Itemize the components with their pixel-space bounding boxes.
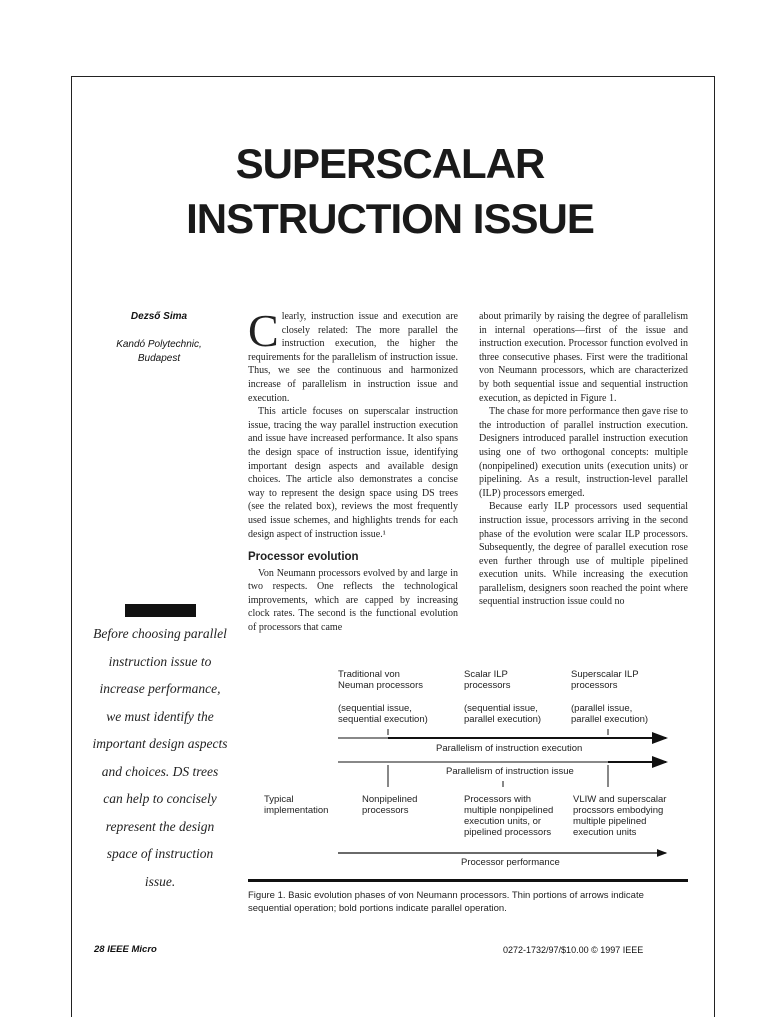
drop-cap: C	[248, 305, 279, 356]
phase1-subheading: (sequential issue, sequential execution)	[338, 703, 428, 725]
impl3-label: VLIW and superscalar procssors embodying multiple pipelined execution units	[573, 794, 667, 838]
paragraph: Because early ILP processors used sequential instruction issue, processors arriving in the second phase of the evolution were scalar ILP processors. Subsequently, the degree of parallel execution rose even further through use of multiple pipelined execution units. While increasing the execution parallelism, designers soon reached the point where sequential instruction issue could no	[479, 501, 688, 608]
caption-rule	[248, 879, 688, 882]
impl2-label: Processors with multiple nonpipelined execution units, or pipelined processors	[464, 794, 554, 838]
footer-copyright: 0272-1732/97/$10.00 © 1997 IEEE	[503, 945, 644, 955]
author-affiliation: Kandó Polytechnic, Budapest	[116, 339, 202, 364]
author-name: Dezső Sima	[130, 311, 188, 322]
arrow1-label: Parallelism of instruction execution	[436, 743, 583, 754]
article-title-line2: INSTRUCTION ISSUE	[186, 195, 594, 242]
phase3-heading: Superscalar ILP processors	[571, 669, 639, 691]
paragraph: Clearly, instruction issue and execution are closely related: The more parallel the instruction execution, the higher the requirements for the parallelism of instruction issue. Thus, we see the continuous and harmonized increase of parallelism in instruction issue and execution.	[248, 305, 458, 404]
pullquote-bar	[125, 604, 196, 617]
paragraph: This article focuses on superscalar instruction issue, tracing the way parallel instruction execution and issue have increased performance. It also spans the design space of instruction issue, identifying important design aspects and available design choices. The article also demonstrates a concise way to represent the design space using DS trees (see the related box), reviews the most frequently used issue schemes, and highlights trends for each design aspect of instruction issue.¹	[248, 406, 458, 540]
figure-caption: Figure 1. Basic evolution phases of von Neumann processors. Thin portions of arrows indicate sequential operation; bold portions indicate parallel operation.	[248, 890, 644, 914]
figure-1	[248, 665, 688, 885]
paragraph: about primarily by raising the degree of parallelism in internal operations—first of the issue and instruction execution. Processor function evolved in three consecutive phases. First were the traditional von Neumann processors, which are characterized by both sequential issue and sequential instruction execution, as depicted in Figure 1.	[479, 311, 688, 404]
impl1-label: Nonpipelined processors	[362, 794, 418, 816]
phase2-heading: Scalar ILP processors	[464, 669, 511, 691]
phase3-subheading: (parallel issue, parallel execution)	[571, 703, 649, 725]
typical-implementation-label: Typical implementation	[264, 794, 329, 816]
phase2-subheading: (sequential issue, parallel execution)	[464, 703, 542, 725]
footer-page-journal: 28 IEEE Micro	[94, 944, 157, 955]
paragraph: The chase for more performance then gave rise to the introduction of parallel instruction execution. Designers introduced parallel instruction execution using one of two orthogonal concepts: multiple (nonpipelined) execution units (execution units) or pipelining. As a result, instruction-level parallel (ILP) processors emerged.	[479, 406, 688, 499]
phase1-heading: Traditional von Neuman processors	[338, 669, 424, 691]
arrow3-label: Processor performance	[461, 857, 560, 868]
article-title-line1: SUPERSCALAR	[235, 140, 545, 187]
section-heading: Processor evolution	[248, 551, 359, 564]
arrow2-label: Parallelism of instruction issue	[446, 766, 574, 777]
text-column-2	[479, 310, 688, 609]
text-column-1	[248, 305, 458, 635]
paragraph: Von Neumann processors evolved by and large in two respects. One reflects the technological improvements, which are capped by increasing clock rates. The second is the functional evolution of processors that came	[248, 567, 458, 634]
pullquote: Before choosing parallel instruction issue to increase performance, we must identify the important design aspects and choices. DS trees can help to concisely represent the design space of instruction issue.	[92, 626, 228, 889]
